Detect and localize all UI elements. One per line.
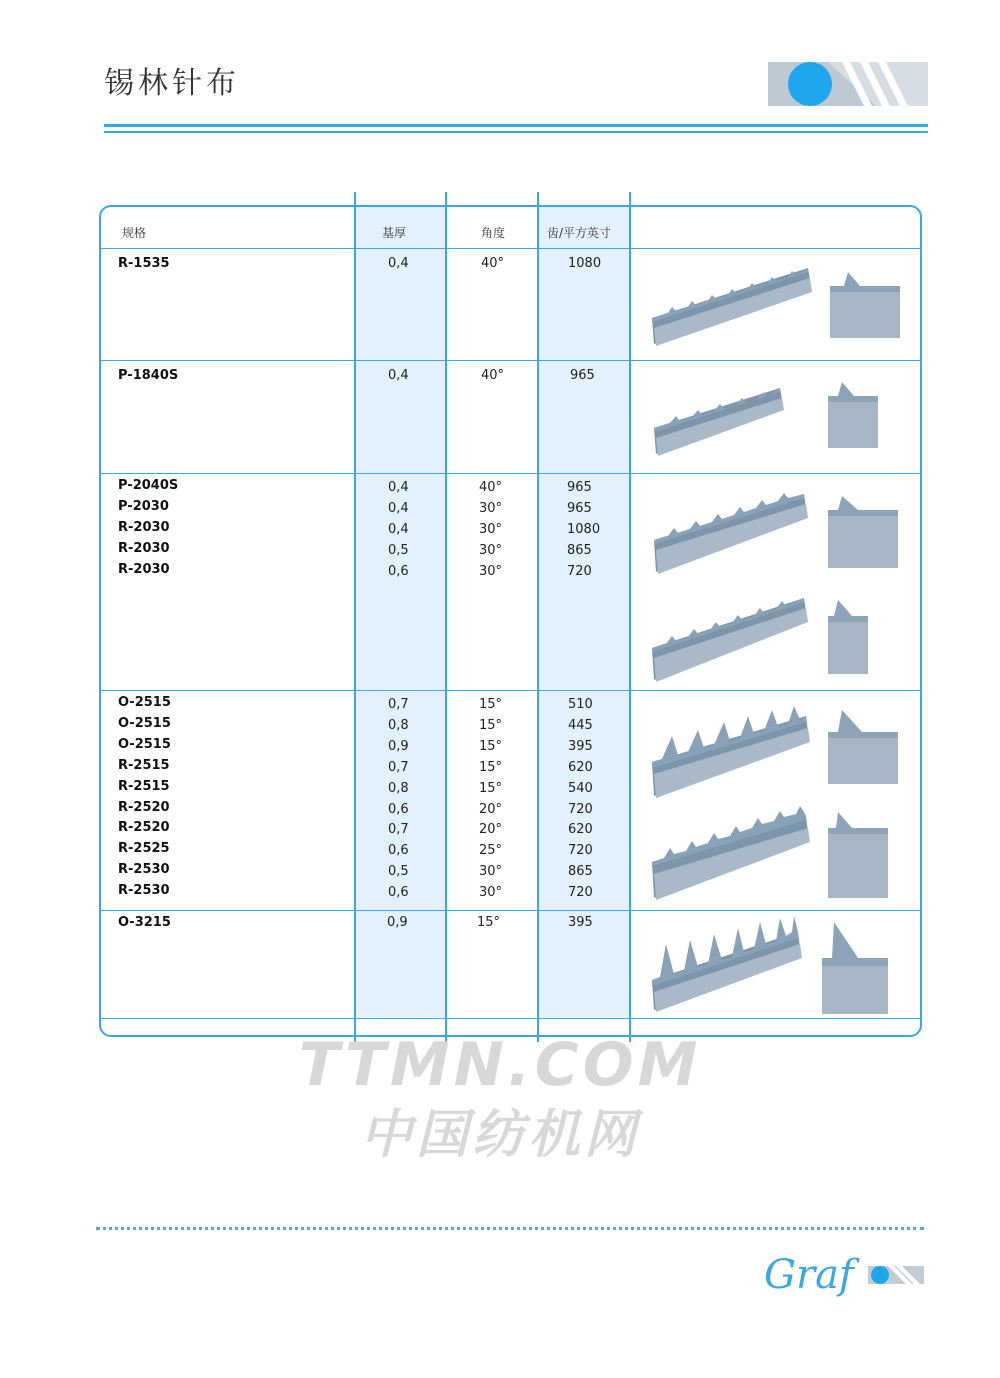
angle-values: 40° 30° 30° 30° 30° — [479, 480, 503, 579]
footer-dotted-rule — [96, 1227, 924, 1230]
angle-values: 15° — [477, 915, 501, 930]
row-line — [101, 1018, 920, 1019]
wire-profile-icon — [648, 258, 908, 350]
watermark-line: TTMN.COM — [298, 1030, 702, 1100]
thickness-values: 0,4 — [388, 368, 409, 383]
header-rule-top — [104, 124, 928, 127]
wire-profile-icon — [648, 806, 908, 904]
spec-codes: P-2040S P-2030 R-2030 R-2030 R-2030 — [118, 478, 179, 577]
table-divider — [537, 192, 539, 1042]
header-rule-bottom — [104, 131, 928, 133]
wire-profile-icon — [648, 376, 908, 458]
thickness-values: 0,4 — [388, 256, 409, 271]
density-values: 965 — [570, 368, 595, 383]
density-values: 510 445 395 620 540 720 620 720 865 720 — [568, 697, 593, 901]
thickness-values: 0,9 — [387, 915, 408, 930]
angle-values: 40° — [481, 368, 505, 383]
header-spec: 规格 — [122, 226, 147, 240]
header-angle: 角度 — [481, 226, 506, 240]
spec-codes: P-1840S — [118, 368, 179, 383]
table-divider — [629, 192, 631, 1042]
wire-profile-icon — [648, 488, 908, 578]
graf-top-logo-icon — [768, 60, 928, 108]
row-line — [101, 360, 920, 361]
spec-codes: R-1535 — [118, 256, 170, 271]
table-divider — [445, 192, 447, 1042]
density-values: 395 — [568, 915, 593, 930]
row-line — [101, 910, 920, 911]
row-line — [101, 473, 920, 474]
watermark-line: 中国纺机网 — [359, 1105, 640, 1165]
wire-profile-icon — [648, 914, 908, 1014]
row-line — [101, 690, 920, 691]
density-values: 1080 — [568, 256, 602, 271]
wire-profile-icon — [648, 592, 908, 684]
header-density: 齿/平方英寸 — [547, 226, 612, 240]
table-divider — [354, 192, 356, 1042]
graf-bottom-logo-icon — [764, 1252, 928, 1302]
header-row-line — [101, 248, 920, 249]
watermark — [250, 1030, 750, 1167]
thickness-values: 0,4 0,4 0,4 0,5 0,6 — [388, 480, 409, 579]
wire-profile-icon — [648, 702, 908, 800]
header-thickness: 基厚 — [382, 226, 407, 240]
density-values: 965 965 1080 865 720 — [567, 480, 601, 579]
spec-codes: O-2515 O-2515 O-2515 R-2515 R-2515 R-2520 R-2520 R-2525 R-2530 R-2530 — [118, 695, 171, 899]
graf-logo-text: Graf — [764, 1252, 854, 1298]
thickness-values: 0,7 0,8 0,9 0,7 0,8 0,6 0,7 0,6 0,5 0,6 — [388, 697, 409, 901]
spec-codes: O-3215 — [118, 915, 171, 930]
angle-values: 15° 15° 15° 15° 15° 20° 20° 25° 30° 30° — [479, 697, 503, 901]
page-title: 锡林针布 — [104, 66, 240, 101]
angle-values: 40° — [481, 256, 505, 271]
